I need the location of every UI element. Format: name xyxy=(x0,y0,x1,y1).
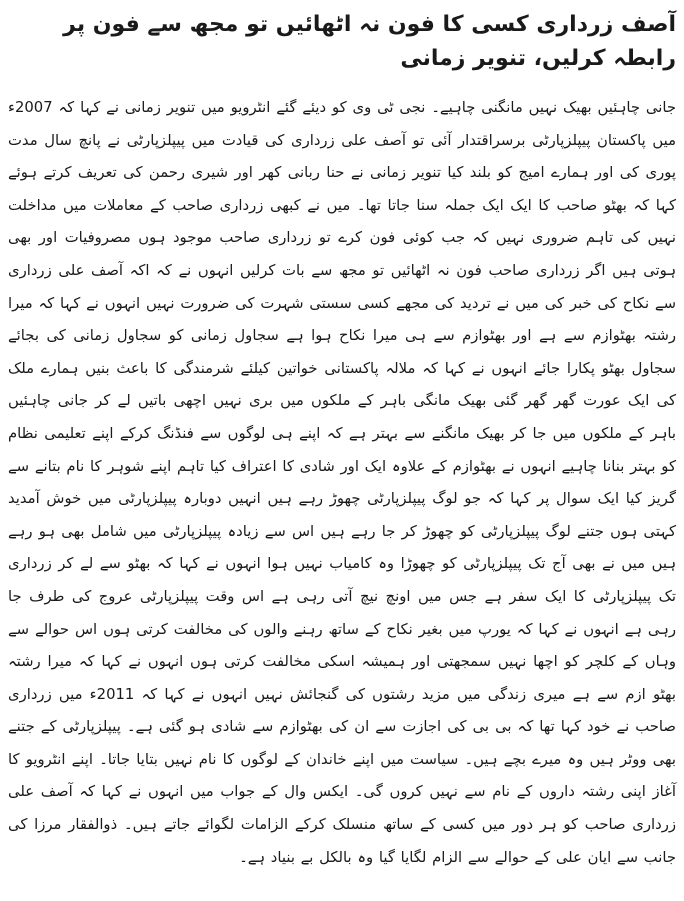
article-body: جانی چاہئیں بھیک نہیں مانگنی چاہیے۔ نجی ٹی وی کو دیئے گئے انٹرویو میں تنویر زمانی نے کہا کہ 2007ء میں پاکستان پیپلزپارٹی برسراقتدار آئی تو آصف علی زرداری کی قیادت میں پیپلزپارٹی نے پانچ سال مدت پوری کی اور ہمارے امیج کو بلند کیا تنویر زمانی نے حنا ربانی کھر اور شیری رحمن کی تعریف کرتے ہوئے کہا کہ بھٹو صاحب کا ایک ایک جملہ سنا جاتا تھا۔ میں نے کبھی زرداری صاحب کے معاملات میں مداخلت نہیں کی تاہم ضروری نہیں کہ جب کوئی فون کرے تو زرداری صاحب موجود ہوں مصروفیات اور بھی ہوتی ہیں اگر زرداری صاحب فون نہ اٹھائیں تو مجھ سے بات کرلیں انہوں نے کہ اکہ آصف علی زرداری سے نکاح کی خبر کی میں نے تردید کی مجھے کسی سستی شہرت کی ضرورت نہیں انہوں نے کہا کہ میرا رشتہ بھٹوازم سے ہے اور بھٹوازم سے ہی میرا نکاح ہوا ہے سجاول زمانی کو سجاول زمانی کی بجائے سجاول بھٹو پکارا جائے انہوں نے کہا کہ ملالہ پاکستانی خواتین کیلئے شرمندگی کا باعث بنیں ہمارے ملک کی ایک عورت گھر گھر گئی بھیک مانگی باہر کے ملکوں میں بری نہیں اچھی باتیں لے کر جانی چاہئیں باہر کے ملکوں میں جا کر بھیک مانگنے سے بہتر ہے کہ اپنے ہی لوگوں سے فنڈنگ کرکے اپنے تعلیمی نظام کو بہتر بنانا چاہیے انہوں نے بھٹوازم کے علاوہ ایک اور شادی کا اعتراف کیا تاہم اپنے شوہر کا نام بتانے سے گریز کیا ایک سوال پر کہا کہ جو لوگ پیپلزپارٹی چھوڑ رہے ہیں انہیں دوبارہ پیپلزپارٹی میں خوش آمدید کہتی ہوں جتنے لوگ پیپلزپارٹی کو چھوڑ کر جا رہے ہیں اس سے زیادہ پیپلزپارٹی میں شامل بھی ہو رہے ہیں میں نے بھی آج تک پیپلزپارٹی کو چھوڑا وہ کامیاب نہیں ہوا انہوں نے کہا کہ بھٹو سے لے کر زرداری تک پیپلزپارٹی کا ایک سفر ہے جس میں اونچ نیچ آتی رہی ہے اس وقت پیپلزپارٹی عروج کی طرف جا رہی ہے انہوں نے کہا کہ یورپ میں بغیر نکاح کے ساتھ رہنے والوں کی مخالفت کرتی ہوں اس حوالے سے وہاں کے کلچر کو اچھا نہیں سمجھتی اور ہمیشہ اسکی مخالفت کرتی ہوں انہوں نے کہا کہ میرا رشتہ بھٹو ازم سے ہے میری زندگی میں مزید رشتوں کی گنجائش نہیں انہوں نے کہا کہ 2011ء میں زرداری صاحب نے خود کہا تھا کہ بی بی کی اجازت سے ان کی بھٹوازم سے شادی ہو گئی ہے۔ پیپلزپارٹی کے جتنے بھی ووٹر ہیں وہ میرے بچے ہیں۔ سیاست میں اپنے خاندان کے لوگوں کا نام نہیں بتایا جاتا۔ اپنے انٹرویو کا آغاز اپنی رشتہ داروں کے نام سے نہیں کروں گی۔ ایکس وال کے جواب میں انہوں نے کہا کہ آصف علی زرداری صاحب کو ہر دور میں کسی کے ساتھ منسلک کرکے الزامات لگوائے جاتے ہیں۔ ذوالفقار مرزا کی جانب سے ایان علی کے حوالے سے الزام لگایا گیا وہ بالکل بے بنیاد ہے۔ xyxy=(8,99,676,866)
article-headline: آصف زرداری کسی کا فون نہ اٹھائیں تو مجھ سے فون پر رابطہ کرلیں، تنویر زمانی xyxy=(63,12,676,71)
news-article xyxy=(8,8,676,874)
